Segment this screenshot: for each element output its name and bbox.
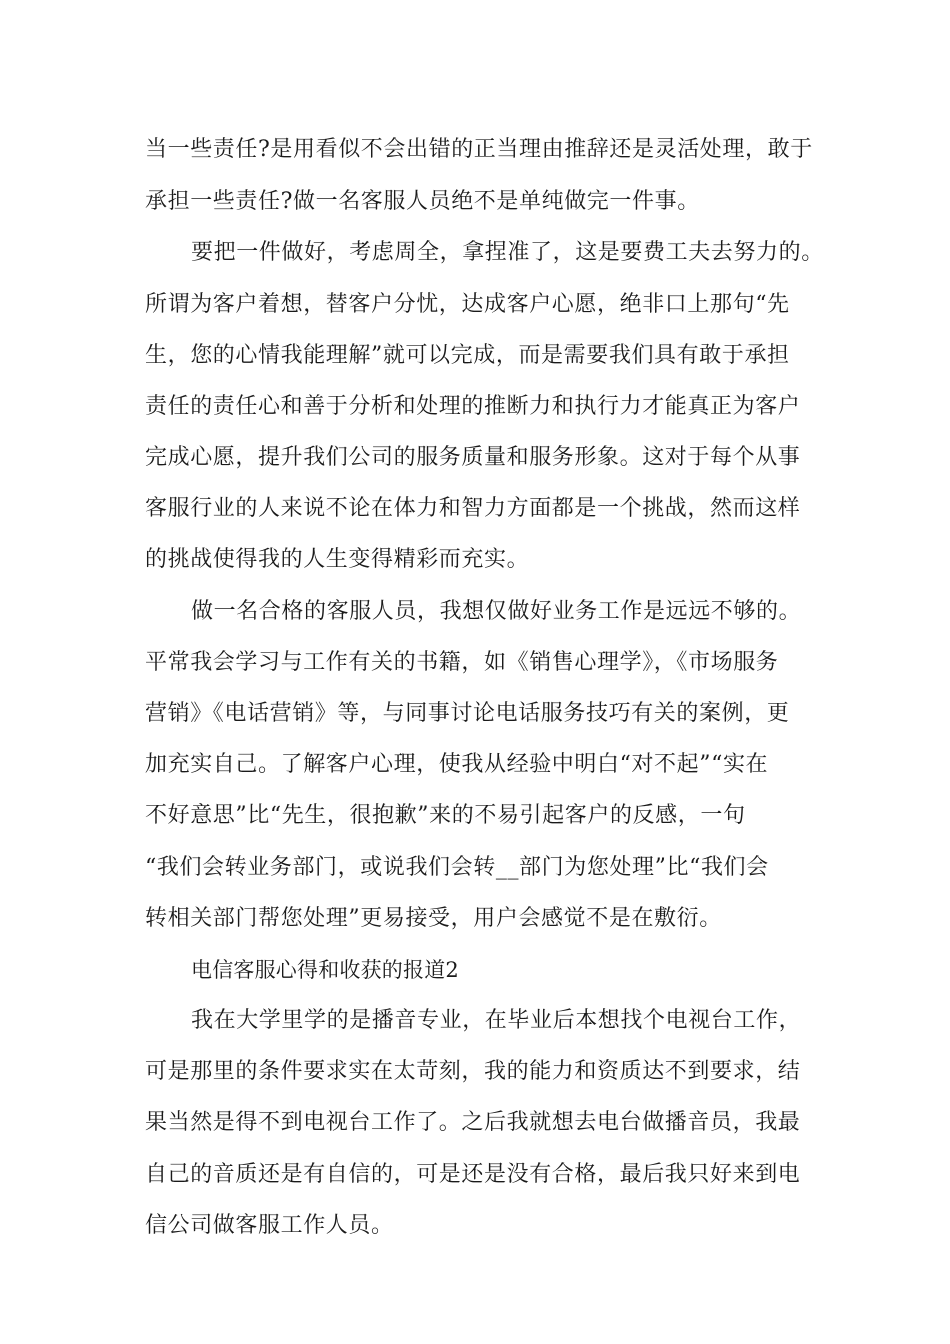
- paragraph-4-line-3: 果当然是得不到电视台工作了。之后我就想去电台做播音员，我最: [145, 1110, 801, 1135]
- section-heading: 电信客服心得和收获的报道2: [191, 958, 459, 982]
- paragraph-3-line-3: 营销》《电话营销》等，与同事讨论电话服务技巧有关的案例，更: [145, 701, 790, 726]
- paragraph-4-line-5: 信公司做客服工作人员。: [145, 1213, 394, 1238]
- paragraph-2-line-7: 的挑战使得我的人生变得精彩而充实。: [145, 547, 530, 572]
- paragraph-3-line-5: 不好意思”比“先生，很抱歉”来的不易引起客户的反感，一句: [145, 803, 746, 828]
- paragraph-4-line-2: 可是那里的条件要求实在太苛刻，我的能力和资质达不到要求，结: [145, 1059, 801, 1084]
- paragraph-3-line-4: 加充实自己。了解客户心理，使我从经验中明白“对不起”“实在: [145, 752, 769, 777]
- paragraph-4-line-4: 自己的音质还是有自信的，可是还是没有合格，最后我只好来到电: [145, 1162, 801, 1187]
- paragraph-2-line-3: 生，您的心情我能理解”就可以完成，而是需要我们具有敢于承担: [145, 343, 790, 368]
- paragraph-2-line-4: 责任的责任心和善于分析和处理的推断力和执行力才能真正为客户: [145, 394, 801, 419]
- paragraph-2-line-1: 要把一件做好，考虑周全，拿捏准了，这是要费工夫去努力的。: [191, 240, 824, 265]
- paragraph-3-line-6: “我们会转业务部门，或说我们会转__部门为您处理”比“我们会: [145, 855, 769, 880]
- paragraph-3-line-2: 平常我会学习与工作有关的书籍，如《销售心理学》，《市场服务: [145, 650, 779, 675]
- paragraph-3-line-7: 转相关部门帮您处理”更易接受，用户会感觉不是在敷衍。: [145, 906, 722, 931]
- paragraph-1-line-1: 当一些责任?是用看似不会出错的正当理由推辞还是灵活处理，敢于: [145, 137, 813, 162]
- paragraph-2-line-6: 客服行业的人来说不论在体力和智力方面都是一个挑战，然而这样: [145, 496, 801, 521]
- paragraph-1-line-2: 承担一些责任?做一名客服人员绝不是单纯做完一件事。: [145, 189, 700, 214]
- paragraph-4-line-1: 我在大学里学的是播音专业，在毕业后本想找个电视台工作，: [191, 1008, 802, 1033]
- paragraph-2-line-2: 所谓为客户着想，替客户分忧，达成客户心愿，绝非口上那句“先: [145, 292, 790, 317]
- paragraph-2-line-5: 完成心愿，提升我们公司的服务质量和服务形象。这对于每个从事: [145, 445, 801, 470]
- paragraph-3-line-1: 做一名合格的客服人员，我想仅做好业务工作是远远不够的。: [191, 599, 802, 624]
